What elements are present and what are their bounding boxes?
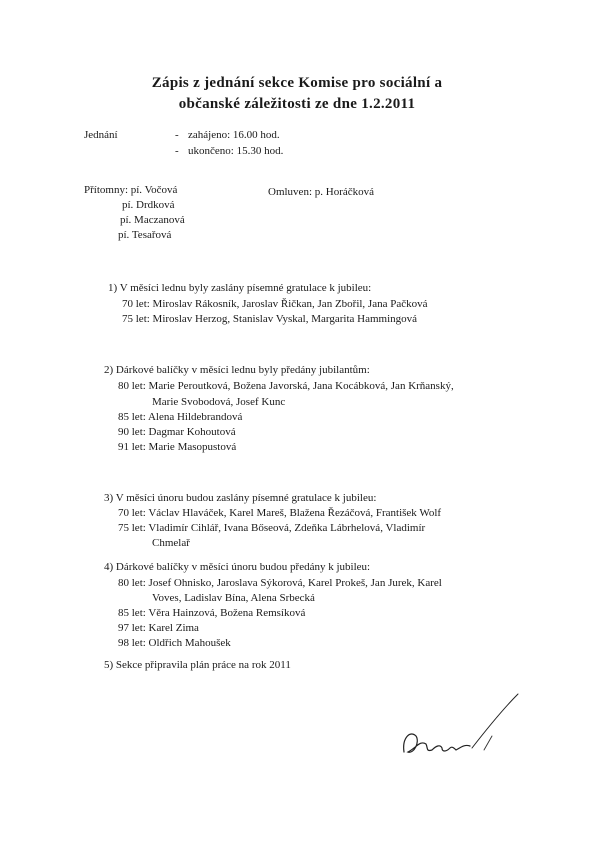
section-4-line: 98 let: Oldřich Mahoušek <box>118 637 231 649</box>
jednani-start: zahájeno: 16.00 hod. <box>188 129 280 141</box>
section-4-line: 80 let: Josef Ohnisko, Jaroslava Sýkorová, Karel Prokeš, Jan Jurek, Karel <box>118 577 442 589</box>
section-3-line: 70 let: Václav Hlaváček, Karel Mareš, Blažena Řezáčová, František Wolf <box>118 507 442 519</box>
section-1-line: 70 let: Miroslav Rákosník, Jaroslav Řičkan, Jan Zbořil, Jana Pačková <box>122 298 428 310</box>
section-1-heading: 1) V měsíci lednu byly zaslány písemné gratulace k jubileu: <box>108 282 372 294</box>
section-4-line: Voves, Ladislav Bína, Alena Srbecká <box>152 592 315 604</box>
section-3-line: Chmelař <box>152 537 190 549</box>
section-4-heading: 4) Dárkové balíčky v měsíci únoru budou předány k jubileu: <box>104 561 371 573</box>
section-2-heading: 2) Dárkové balíčky v měsíci lednu byly předány jubilantům: <box>104 364 370 376</box>
pritomny-name: pí. Drdková <box>122 199 175 211</box>
document-title-line2: občanské záležitosti ze dne 1.2.2011 <box>178 96 416 112</box>
section-2-line: 90 let: Dagmar Kohoutová <box>118 426 236 438</box>
section-5-heading: 5) Sekce připravila plán práce na rok 2011 <box>104 659 291 671</box>
section-3-line: 75 let: Vladimír Cihlář, Ivana Bőseová, Zdeňka Lábrhelová, Vladimír <box>118 522 426 534</box>
omluven-label: Omluven: p. Horáčková <box>268 186 374 198</box>
jednani-label: Jednání <box>84 129 118 141</box>
section-2-line: 91 let: Marie Masopustová <box>118 441 237 453</box>
section-1-line: 75 let: Miroslav Herzog, Stanislav Vyskal, Margarita Hammingová <box>122 313 418 325</box>
dash: - <box>175 145 179 157</box>
jednani-end: ukončeno: 15.30 hod. <box>188 145 284 157</box>
pritomny-label: Přítomny: pí. Vočová <box>84 184 178 196</box>
section-2-line: 80 let: Marie Peroutková, Božena Javorská, Jana Kocábková, Jan Krňanský, <box>118 380 454 392</box>
document-title-line1: Zápis z jednání sekce Komise pro sociální a <box>151 75 443 91</box>
dash: - <box>175 129 179 141</box>
pritomny-name: pí. Maczanová <box>120 214 185 226</box>
section-4-line: 85 let: Věra Hainzová, Božena Remsíková <box>118 607 306 619</box>
section-2-line: Marie Svobodová, Josef Kunc <box>152 396 286 408</box>
section-2-line: 85 let: Alena Hildebrandová <box>118 411 243 423</box>
section-4-line: 97 let: Karel Zima <box>118 622 199 634</box>
pritomny-name: pí. Tesařová <box>118 229 172 241</box>
handwritten-signature <box>396 690 526 770</box>
section-3-heading: 3) V měsíci únoru budou zaslány písemné gratulace k jubileu: <box>104 492 377 504</box>
